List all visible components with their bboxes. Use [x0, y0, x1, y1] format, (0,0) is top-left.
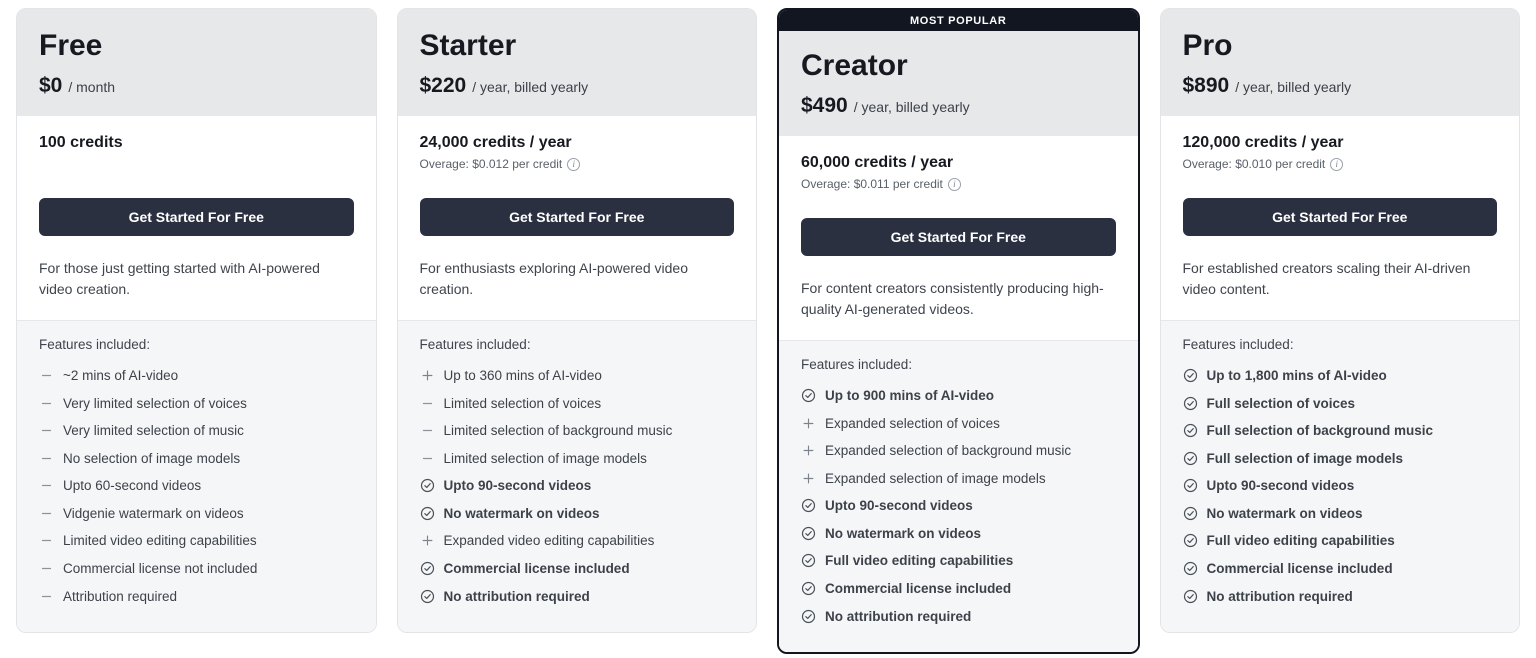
feature-label: No attribution required: [1206, 588, 1353, 604]
check-circle-icon: [801, 526, 816, 541]
get-started-button[interactable]: Get Started For Free: [801, 218, 1116, 256]
feature-label: Commercial license not included: [63, 560, 258, 576]
check-circle-icon: [420, 506, 435, 521]
dash-icon: [39, 423, 54, 438]
feature-item: [801, 437, 1116, 465]
features-title: Features included:: [39, 337, 151, 352]
plan-card-pro: [1160, 8, 1521, 633]
feature-label: Commercial license included: [1206, 560, 1393, 576]
feature-item: [801, 492, 1116, 520]
check-circle-icon: [801, 498, 816, 513]
feature-item: [39, 527, 354, 555]
info-icon[interactable]: i: [1330, 158, 1343, 171]
get-started-button[interactable]: Get Started For Free: [420, 198, 735, 236]
feature-label: No watermark on videos: [1206, 505, 1363, 521]
feature-label: Commercial license included: [825, 580, 1012, 596]
feature-label: Commercial license included: [443, 560, 630, 576]
plan-header: [779, 31, 1138, 136]
feature-item: [420, 583, 735, 611]
check-circle-icon: [420, 478, 435, 493]
feature-label: Very limited selection of music: [63, 423, 244, 439]
get-started-button[interactable]: Get Started For Free: [39, 198, 354, 236]
feature-item: [39, 472, 354, 500]
feature-label: Vidgenie watermark on videos: [63, 505, 244, 521]
feature-label: Limited selection of voices: [443, 395, 602, 411]
feature-item: [1183, 500, 1498, 528]
feature-label: No selection of image models: [63, 450, 241, 466]
feature-label: Upto 60-second videos: [63, 478, 202, 494]
plan-overage: [801, 176, 1116, 192]
feature-label: Up to 1,800 mins of AI-video: [1206, 368, 1387, 383]
feature-label: Up to 360 mins of AI-video: [443, 368, 602, 383]
plan-description: For those just getting started with AI-powered video creation.: [39, 260, 320, 297]
check-circle-icon: [420, 589, 435, 604]
feature-label: ~2 mins of AI-video: [63, 368, 179, 383]
plus-icon: [801, 416, 816, 431]
feature-label: Expanded selection of background music: [825, 443, 1072, 459]
plan-name: Free: [39, 29, 103, 62]
most-popular-badge: MOST POPULAR: [779, 10, 1138, 31]
feature-item: [39, 417, 354, 445]
feature-item: [420, 362, 735, 390]
feature-item: [801, 575, 1116, 603]
feature-item: [39, 500, 354, 528]
plan-price-row: [39, 74, 354, 98]
feature-item: [39, 445, 354, 473]
feature-label: Full selection of background music: [1206, 423, 1434, 439]
dash-icon: [39, 396, 54, 411]
feature-item: [420, 417, 735, 445]
check-circle-icon: [1183, 368, 1198, 383]
plan-credits: 120,000 credits / year: [1182, 134, 1344, 151]
plan-price-row: [801, 94, 1116, 118]
feature-label: Limited selection of image models: [443, 450, 647, 466]
check-circle-icon: [801, 553, 816, 568]
dash-icon: [39, 451, 54, 466]
dash-icon: [39, 506, 54, 521]
plan-price-row: [1183, 74, 1498, 98]
feature-item: [1183, 445, 1498, 473]
info-icon[interactable]: i: [567, 158, 580, 171]
plan-body: [17, 116, 376, 321]
feature-item: [801, 603, 1116, 631]
feature-item: [1183, 472, 1498, 500]
plan-name: Pro: [1182, 29, 1233, 62]
feature-item: [801, 382, 1116, 410]
plan-header: [1161, 9, 1520, 116]
feature-label: Upto 90-second videos: [443, 478, 592, 494]
plan-credits: 100 credits: [39, 134, 123, 151]
plan-features: [17, 321, 376, 632]
plan-overage-text: Overage: $0.010 per credit: [1182, 157, 1326, 171]
feature-item: [39, 362, 354, 390]
feature-label: No attribution required: [443, 588, 590, 604]
plan-features: [779, 341, 1138, 652]
check-circle-icon: [801, 388, 816, 403]
check-circle-icon: [420, 561, 435, 576]
plus-icon: [801, 471, 816, 486]
feature-item: [39, 390, 354, 418]
feature-label: Full video editing capabilities: [825, 553, 1014, 569]
feature-list: [801, 382, 1116, 630]
feature-label: Up to 900 mins of AI-video: [825, 388, 995, 403]
feature-label: Expanded selection of voices: [825, 415, 1000, 431]
plan-card-free: [16, 8, 377, 633]
plan-features: [1161, 321, 1520, 632]
feature-item: [420, 445, 735, 473]
feature-list: [420, 362, 735, 610]
plan-overage-text: Overage: $0.011 per credit: [801, 177, 943, 191]
feature-list: [1183, 362, 1498, 610]
check-circle-icon: [1183, 478, 1198, 493]
dash-icon: [420, 396, 435, 411]
check-circle-icon: [801, 581, 816, 596]
plan-price-period: / year, billed yearly: [1235, 79, 1352, 95]
plan-credits: 60,000 credits / year: [801, 154, 954, 171]
info-icon[interactable]: i: [948, 178, 961, 191]
feature-item: [1183, 417, 1498, 445]
plan-description: For enthusiasts exploring AI-powered video creation.: [419, 260, 688, 297]
feature-label: Very limited selection of voices: [63, 395, 247, 411]
dash-icon: [39, 533, 54, 548]
plan-header: [398, 9, 757, 116]
plan-body: [779, 136, 1138, 341]
plan-overage: [420, 156, 735, 172]
plan-price: $0: [39, 74, 63, 97]
plan-overage: [1183, 156, 1498, 172]
check-circle-icon: [1183, 533, 1198, 548]
feature-item: [801, 547, 1116, 575]
feature-label: Limited video editing capabilities: [63, 533, 257, 549]
plus-icon: [420, 533, 435, 548]
plan-features: [398, 321, 757, 632]
check-circle-icon: [1183, 396, 1198, 411]
plan-price: $490: [801, 94, 848, 117]
check-circle-icon: [801, 609, 816, 624]
feature-item: [1183, 583, 1498, 611]
feature-label: Attribution required: [63, 588, 178, 604]
feature-label: Expanded selection of image models: [825, 470, 1046, 486]
feature-label: No watermark on videos: [443, 505, 600, 521]
feature-item: [1183, 362, 1498, 390]
plan-card-starter: [397, 8, 758, 633]
feature-item: [801, 410, 1116, 438]
plan-price-period: / month: [68, 79, 116, 95]
features-title: Features included:: [1182, 337, 1294, 352]
feature-item: [39, 583, 354, 611]
plan-overage-text: Overage: $0.012 per credit: [419, 157, 563, 171]
features-title: Features included:: [801, 357, 913, 372]
feature-label: Upto 90-second videos: [1206, 478, 1355, 494]
dash-icon: [39, 561, 54, 576]
plan-price-row: [420, 74, 735, 98]
feature-label: Upto 90-second videos: [825, 498, 973, 514]
check-circle-icon: [1183, 451, 1198, 466]
plan-body: [1161, 116, 1520, 321]
plan-price-period: / year, billed yearly: [853, 99, 970, 115]
feature-label: Expanded video editing capabilities: [443, 533, 655, 549]
plan-card-creator: [777, 8, 1140, 654]
feature-item: [1183, 527, 1498, 555]
feature-item: [420, 500, 735, 528]
check-circle-icon: [1183, 423, 1198, 438]
feature-item: [1183, 555, 1498, 583]
feature-label: Full video editing capabilities: [1206, 533, 1395, 549]
feature-item: [420, 527, 735, 555]
dash-icon: [39, 478, 54, 493]
plan-price: $220: [419, 74, 467, 97]
dash-icon: [39, 589, 54, 604]
plan-name: Creator: [801, 49, 908, 82]
feature-item: [420, 555, 735, 583]
plan-price: $890: [1182, 74, 1230, 97]
dash-icon: [39, 368, 54, 383]
plan-description: For content creators consistently producing high-quality AI-generated videos.: [801, 280, 1104, 317]
feature-item: [420, 472, 735, 500]
feature-label: No watermark on videos: [825, 525, 982, 541]
feature-label: Limited selection of background music: [443, 423, 673, 439]
dash-icon: [420, 451, 435, 466]
check-circle-icon: [1183, 589, 1198, 604]
feature-item: [420, 390, 735, 418]
plan-credits: 24,000 credits / year: [419, 134, 572, 151]
check-circle-icon: [1183, 561, 1198, 576]
feature-list: [39, 362, 354, 610]
plus-icon: [801, 443, 816, 458]
feature-item: [39, 555, 354, 583]
plan-name: Starter: [419, 29, 517, 62]
plan-description: For established creators scaling their AI-driven video content.: [1182, 260, 1471, 297]
feature-item: [801, 520, 1116, 548]
check-circle-icon: [1183, 506, 1198, 521]
feature-label: Full selection of image models: [1206, 450, 1404, 466]
plan-price-period: / year, billed yearly: [472, 79, 589, 95]
features-title: Features included:: [419, 337, 531, 352]
feature-item: [1183, 390, 1498, 418]
plus-icon: [420, 368, 435, 383]
plan-body: [398, 116, 757, 321]
plan-header: [17, 9, 376, 116]
feature-label: No attribution required: [825, 608, 972, 624]
feature-item: [801, 465, 1116, 493]
get-started-button[interactable]: Get Started For Free: [1183, 198, 1498, 236]
dash-icon: [420, 423, 435, 438]
feature-label: Full selection of voices: [1206, 395, 1356, 411]
